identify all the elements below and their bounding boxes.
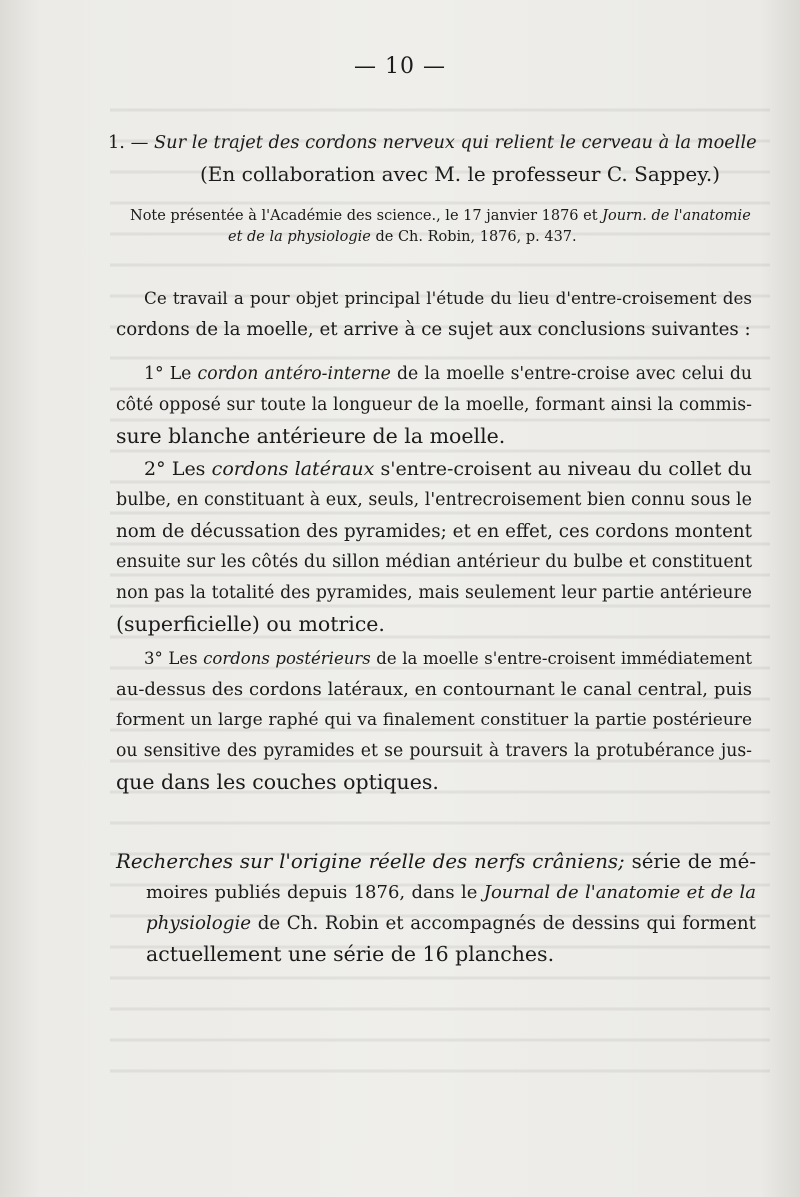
note-journal-name: et de la physiologie <box>228 229 371 245</box>
page-number: — 10 — <box>354 54 446 79</box>
intro-line-1: Ce travail a pour objet principal l'étude du lieu d'entre-croisement des <box>144 288 752 308</box>
research-line-4: actuellement une série de 16 planches. <box>146 942 555 966</box>
title-dash: — <box>130 133 149 153</box>
conclusion-1-line-2: côté opposé sur toute la longueur de la moelle, formant ainsi la commis- <box>116 395 752 415</box>
conclusion-3-line-1 <box>116 643 752 674</box>
conclusion-1-line-1 <box>116 359 752 390</box>
conclusion-2-prefix: 2° Les <box>144 458 206 480</box>
note-journal-ref: Journ. de l'anatomie <box>602 208 751 224</box>
research-journal-name: Journal de l'anatomie et de la <box>483 882 756 903</box>
publication-note <box>130 206 760 248</box>
conclusion-3-line-5: que dans les couches optiques. <box>116 770 439 794</box>
item-1-heading <box>108 128 758 190</box>
conclusion-2-term: cordons latéraux <box>211 458 375 480</box>
research-journal-name-cont: physiologie <box>146 913 252 934</box>
intro-paragraph <box>116 283 752 345</box>
conclusion-1-paragraph <box>116 359 752 452</box>
conclusion-2-rest: s'entre-croisent au niveau du collet du <box>380 458 752 480</box>
conclusion-3-prefix: 3° Les <box>144 649 198 668</box>
conclusion-2-line-2: bulbe, en constituant à eux, seuls, l'entrecroisement bien connu sous le <box>116 490 752 510</box>
conclusion-2-line-6: (superficielle) ou motrice. <box>116 612 385 636</box>
conclusion-3-rest: de la moelle s'entre-croisent immédiatement <box>376 649 752 668</box>
conclusion-1-line-3: sure blanche antérieure de la moelle. <box>116 424 506 448</box>
conclusion-2-line-4: ensuite sur les côtés du sillon médian antérieur du bulbe et constituent <box>116 552 752 572</box>
conclusion-3-line-4: ou sensitive des pyramides et se poursuit à travers la protubérance jus- <box>116 741 752 761</box>
conclusion-3-term: cordons postérieurs <box>203 649 371 668</box>
conclusion-2-paragraph <box>116 454 752 640</box>
item-1-subtitle: (En collaboration avec M. le professeur C. Sappey.) <box>200 162 721 186</box>
research-paragraph <box>116 846 756 970</box>
conclusion-1-prefix: 1° Le <box>144 364 192 384</box>
note-line-1-text: Note présentée à l'Académie des science., le 17 janvier 1876 et <box>130 208 598 224</box>
conclusion-3-paragraph <box>116 643 752 798</box>
conclusion-2-line-5: non pas la totalité des pyramides, mais seulement leur partie antérieure <box>116 583 752 603</box>
item-number: 1. <box>108 133 125 153</box>
note-line-1 <box>130 206 760 227</box>
research-title: Recherches sur l'origine réelle des nerfs crâniens; <box>116 850 625 873</box>
item-1-title: Sur le trajet des cordons nerveux qui relient le cerveau à la moelle <box>154 133 757 153</box>
conclusion-3-line-2: au-dessus des cordons latéraux, en contournant le canal central, puis <box>116 679 752 700</box>
conclusion-1-term: cordon antéro-interne <box>197 364 391 384</box>
research-line-2-prefix: moires publiés depuis 1876, dans le <box>146 882 478 903</box>
conclusion-3-line-3: forment un large raphé qui va finalement constituer la partie postérieure <box>116 710 752 730</box>
intro-line-2: cordons de la moelle, et arrive à ce sujet aux conclusions suivantes : <box>116 319 751 340</box>
conclusion-2-line-1 <box>116 454 752 485</box>
conclusion-2-line-3: nom de décussation des pyramides; et en effet, ces cordons montent <box>116 521 752 542</box>
note-line-2-text: de Ch. Robin, 1876, p. 437. <box>375 229 577 245</box>
research-line-3 <box>116 908 756 939</box>
research-line-2 <box>116 877 756 908</box>
conclusion-1-rest: de la moelle s'entre-croise avec celui du <box>396 364 753 384</box>
research-line-3-rest: de Ch. Robin et accompagnés de dessins qui forment <box>257 913 756 934</box>
research-line-1 <box>116 846 756 877</box>
note-line-2 <box>130 227 760 248</box>
research-line-1-rest: série de mé- <box>631 850 757 873</box>
item-1-title-line <box>108 128 758 158</box>
